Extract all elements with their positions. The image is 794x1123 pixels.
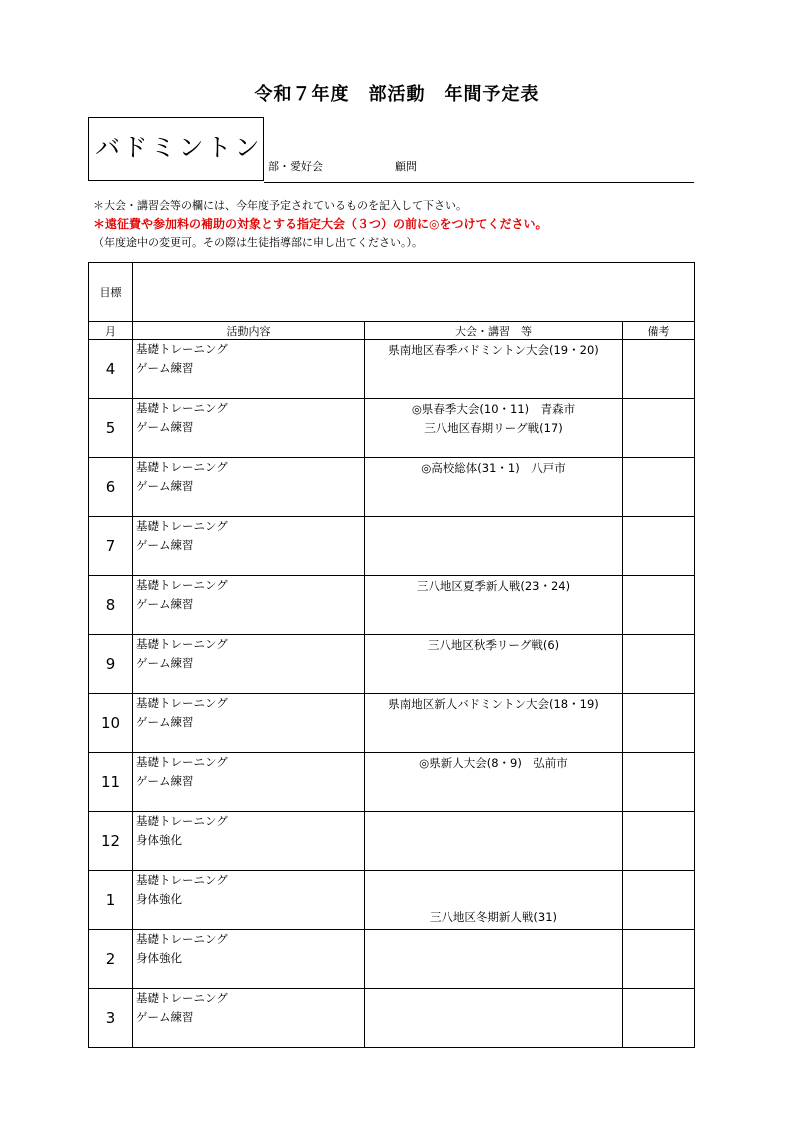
activity-cell xyxy=(133,399,365,458)
schedule-rows xyxy=(89,340,695,1048)
activity-cell xyxy=(133,989,365,1048)
goal-row xyxy=(89,263,695,322)
header-month: 月 xyxy=(89,322,133,340)
month-cell: 4 xyxy=(89,340,133,399)
activity-item: ゲーム練習 xyxy=(136,774,194,788)
note-instruction: ＊大会・講習会等の欄には、今年度予定されているものを記入して下さい。 xyxy=(93,199,467,212)
club-name-box: バドミントン xyxy=(88,117,264,181)
activity-cell xyxy=(133,871,365,930)
annual-schedule-table xyxy=(88,262,695,1048)
table-row xyxy=(89,458,695,517)
month-cell: 3 xyxy=(89,989,133,1048)
competition-item: 県南地区新人バドミントン大会(18・19) xyxy=(388,697,599,711)
club-suffix-label: 部・愛好会 xyxy=(268,160,323,173)
month-cell: 10 xyxy=(89,694,133,753)
table-row xyxy=(89,930,695,989)
goal-label: 目標 xyxy=(89,263,133,322)
activity-item: 基礎トレーニング xyxy=(136,873,228,887)
activity-item: 基礎トレーニング xyxy=(136,755,228,769)
month-cell: 8 xyxy=(89,576,133,635)
competition-item: ◎高校総体(31・1) 八戸市 xyxy=(421,461,566,475)
activity-item: ゲーム練習 xyxy=(136,420,194,434)
competition-cell xyxy=(365,576,623,635)
activity-item: 身体強化 xyxy=(136,951,182,965)
remarks-cell xyxy=(623,340,695,399)
table-row xyxy=(89,340,695,399)
competition-cell xyxy=(365,458,623,517)
advisor-label: 顧問 xyxy=(395,160,417,173)
activity-item: 基礎トレーニング xyxy=(136,637,228,651)
remarks-cell xyxy=(623,812,695,871)
table-row xyxy=(89,989,695,1048)
activity-item: 基礎トレーニング xyxy=(136,401,228,415)
remarks-cell xyxy=(623,753,695,812)
activity-cell xyxy=(133,694,365,753)
activity-cell xyxy=(133,576,365,635)
activity-item: 基礎トレーニング xyxy=(136,932,228,946)
competition-cell xyxy=(365,989,623,1048)
table-row xyxy=(89,871,695,930)
month-cell: 11 xyxy=(89,753,133,812)
activity-item: 基礎トレーニング xyxy=(136,460,228,474)
competition-cell xyxy=(365,517,623,576)
activity-cell xyxy=(133,517,365,576)
activity-item: ゲーム練習 xyxy=(136,1010,194,1024)
competition-cell xyxy=(365,694,623,753)
month-cell: 12 xyxy=(89,812,133,871)
competition-cell xyxy=(365,635,623,694)
competition-item: 三八地区秋季リーグ戦(6) xyxy=(427,638,560,652)
remarks-cell xyxy=(623,576,695,635)
note-designated-tournaments: ＊遠征費や参加料の補助の対象とする指定大会（３つ）の前に◎をつけてください。 xyxy=(93,217,548,231)
activity-item: ゲーム練習 xyxy=(136,479,194,493)
month-cell: 5 xyxy=(89,399,133,458)
remarks-cell xyxy=(623,871,695,930)
competition-cell xyxy=(365,399,623,458)
month-cell: 6 xyxy=(89,458,133,517)
activity-item: 基礎トレーニング xyxy=(136,519,228,533)
remarks-cell xyxy=(623,989,695,1048)
goal-value xyxy=(133,263,695,322)
remarks-cell xyxy=(623,694,695,753)
activity-item: 基礎トレーニング xyxy=(136,578,228,592)
activity-item: ゲーム練習 xyxy=(136,538,194,552)
competition-item: ◎県新人大会(8・9) 弘前市 xyxy=(419,756,568,770)
table-row xyxy=(89,753,695,812)
competition-item: 三八地区春期リーグ戦(17) xyxy=(424,421,563,435)
activity-cell xyxy=(133,753,365,812)
activity-item: 基礎トレーニング xyxy=(136,342,228,356)
month-cell: 2 xyxy=(89,930,133,989)
table-row xyxy=(89,517,695,576)
remarks-cell xyxy=(623,635,695,694)
activity-item: 基礎トレーニング xyxy=(136,991,228,1005)
remarks-cell xyxy=(623,399,695,458)
activity-item: 身体強化 xyxy=(136,892,182,906)
table-row xyxy=(89,576,695,635)
competition-cell xyxy=(365,753,623,812)
competition-item: 県南地区春季バドミントン大会(19・20) xyxy=(388,343,599,357)
activity-cell xyxy=(133,812,365,871)
header-competitions: 大会・講習 等 xyxy=(365,322,623,340)
activity-item: 基礎トレーニング xyxy=(136,696,228,710)
competition-cell xyxy=(365,871,623,930)
competition-cell xyxy=(365,340,623,399)
competition-cell xyxy=(365,930,623,989)
month-cell: 1 xyxy=(89,871,133,930)
activity-cell xyxy=(133,930,365,989)
competition-item: 三八地区冬期新人戦(31) xyxy=(429,910,558,924)
note-changes: （年度途中の変更可。その際は生徒指導部に申し出てください。）。 xyxy=(93,236,423,249)
activity-item: ゲーム練習 xyxy=(136,361,194,375)
remarks-cell xyxy=(623,458,695,517)
activity-item: ゲーム練習 xyxy=(136,656,194,670)
competition-item: ◎県春季大会(10・11) 青森市 xyxy=(411,402,576,416)
table-row xyxy=(89,812,695,871)
table-row xyxy=(89,399,695,458)
activity-item: 基礎トレーニング xyxy=(136,814,228,828)
page-title: 令和７年度 部活動 年間予定表 xyxy=(254,84,540,105)
remarks-cell xyxy=(623,517,695,576)
signature-underline xyxy=(264,182,694,183)
table-row xyxy=(89,694,695,753)
activity-cell xyxy=(133,340,365,399)
header-remarks: 備考 xyxy=(623,322,695,340)
activity-item: ゲーム練習 xyxy=(136,597,194,611)
competition-cell xyxy=(365,812,623,871)
competition-item: 三八地区夏季新人戦(23・24) xyxy=(416,579,571,593)
activity-item: ゲーム練習 xyxy=(136,715,194,729)
header-row xyxy=(89,322,695,340)
remarks-cell xyxy=(623,930,695,989)
activity-cell xyxy=(133,458,365,517)
header-activities: 活動内容 xyxy=(133,322,365,340)
activity-cell xyxy=(133,635,365,694)
month-cell: 7 xyxy=(89,517,133,576)
month-cell: 9 xyxy=(89,635,133,694)
activity-item: 身体強化 xyxy=(136,833,182,847)
table-row xyxy=(89,635,695,694)
